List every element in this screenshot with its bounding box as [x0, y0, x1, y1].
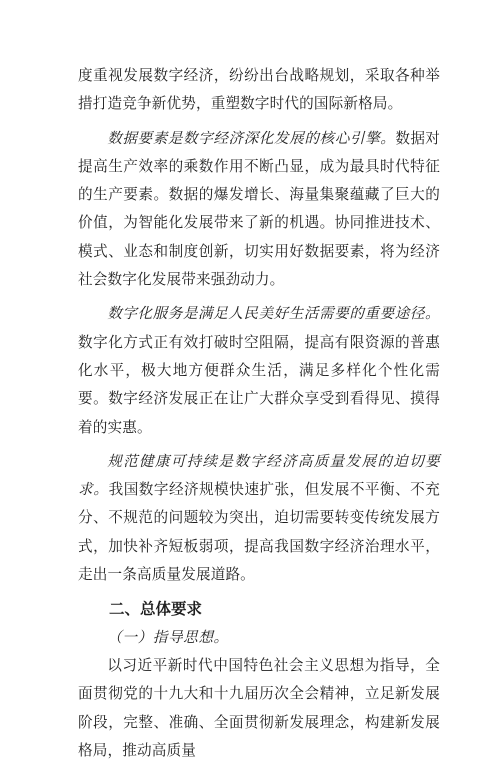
- subsection-heading: （一）指导思想。: [107, 628, 229, 646]
- paragraph-guiding-thought: 以习近平新时代中国特色社会主义思想为指导，全面贯彻党的十九大和十九届历次全会精神，立足新发展阶段，完整、准确、全面贯彻新发展理念，构建新发展格局，推动高质量: [78, 656, 440, 759]
- section-heading: 二、总体要求: [109, 600, 203, 619]
- paragraph-body-text: 数据对提高生产效率的乘数作用不断凸显，成为最具时代特征的生产要素。数据的爆发增长、海量集聚蕴藏了巨大的价值，为智能化发展带来了新的机遇。协同推进技术、模式、业态和制度创新，切实用好数据要素，将为经济社会数字化发展带来强劲动力。: [78, 129, 441, 289]
- paragraph-lead-sentence: 规范健康可持续是数字经济高质量发展的迫切要求。: [78, 452, 440, 499]
- paragraph-lead-sentence: 数据要素是数字经济深化发展的核心引擎。: [107, 129, 396, 147]
- paragraph-sustainable-development: [78, 448, 440, 589]
- paragraph-body-text: 我国数字经济规模快速扩张，但发展不平衡、不充分、不规范的问题较为突出，迫切需要转变传统发展方式，加快补齐短板弱项，提高我国数字经济治理水平，走出一条高质量发展道路。: [78, 481, 440, 584]
- paragraph-intro-continuation: 度重视发展数字经济，纷纷出台战略规划，采取各种举措打造竞争新优势，重塑数字时代的国际新格局。: [78, 67, 440, 113]
- paragraph-digital-services: [78, 300, 440, 441]
- paragraph-data-elements: [78, 125, 440, 295]
- paragraph-lead-sentence: 数字化服务是满足人民美好生活需要的重要途径。: [107, 305, 440, 323]
- paragraph-body-text: 数字化方式正有效打破时空阻隔，提高有限资源的普惠化水平，极大地方便群众生活，满足多样化个性化需要。数字经济发展正在让广大群众享受到看得见、摸得着的实惠。: [78, 333, 440, 436]
- document-body: [78, 62, 440, 765]
